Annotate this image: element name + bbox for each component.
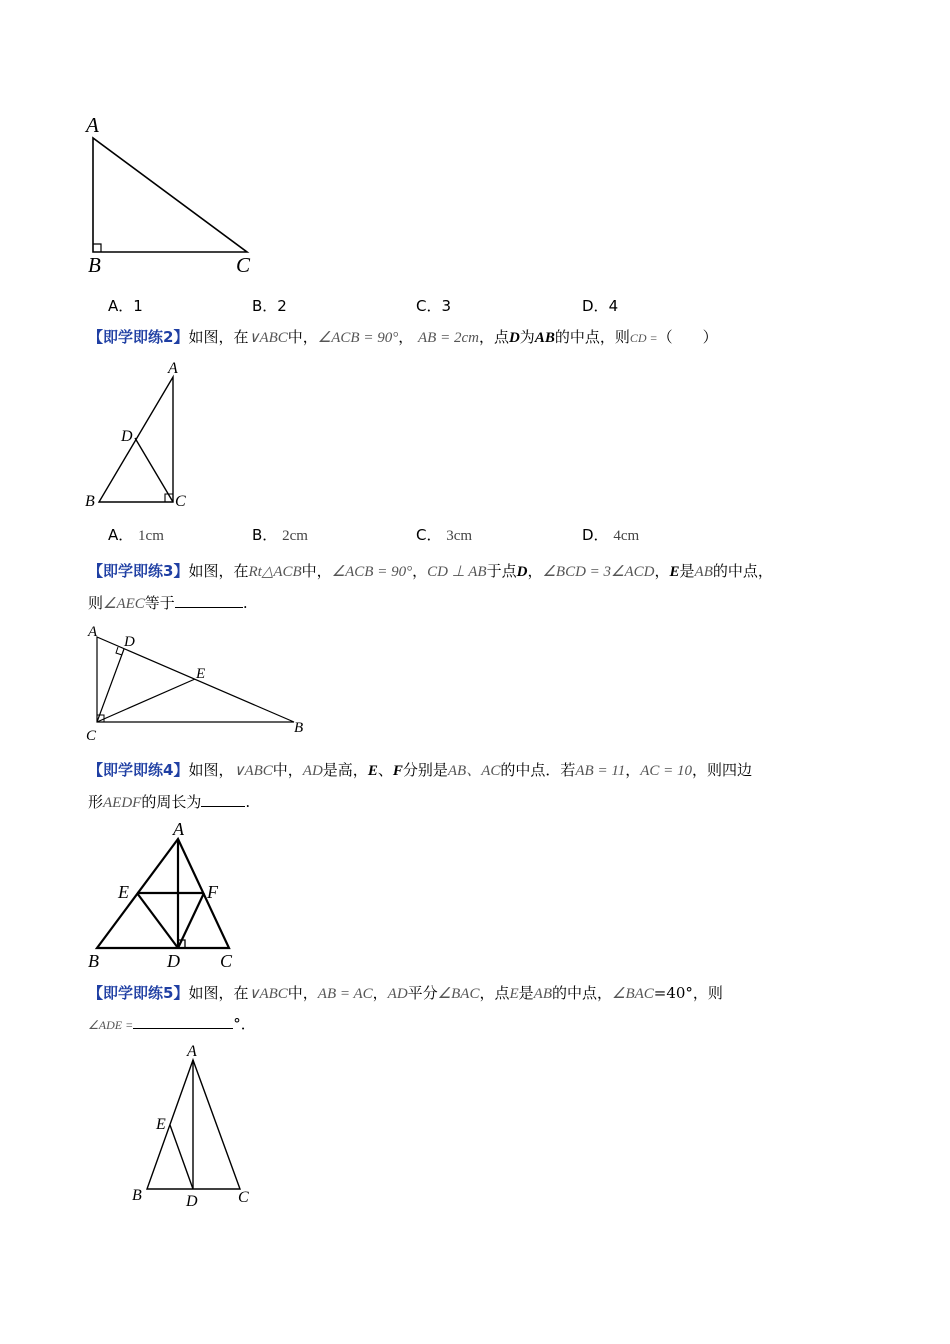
option-c[interactable]: C． 3cm xyxy=(416,526,473,544)
question-5-text-line2: ∠ADE = °． xyxy=(88,1015,256,1033)
figure-q2-triangle xyxy=(80,355,200,515)
label-b: B xyxy=(85,493,95,510)
label-b: B xyxy=(88,253,101,277)
option-a[interactable]: A． 1cm xyxy=(108,526,164,544)
answer-blank[interactable] xyxy=(201,792,245,807)
label-a: A xyxy=(187,1043,197,1060)
option-d[interactable]: D． 4cm xyxy=(582,526,640,544)
figure-q3-triangle xyxy=(80,620,320,750)
label-a: A xyxy=(173,819,184,839)
question-5-text: 【即学即练5】如图，在∨ABC中，AB = AC，AD平分∠BAC，点E是AB的中点，∠BAC=40°，则 xyxy=(88,984,723,1002)
question-4-text-line2: 形AEDF的周长为 . xyxy=(88,793,251,811)
label-e: E xyxy=(156,1116,166,1133)
label-d: D xyxy=(124,634,135,650)
label-b: B xyxy=(294,720,304,736)
label-d: D xyxy=(167,951,180,971)
label-c: C xyxy=(175,493,186,510)
option-b[interactable]: B．2 xyxy=(252,297,287,315)
figure-q5-triangle xyxy=(120,1040,270,1215)
option-d[interactable]: D．4 xyxy=(582,297,619,315)
label-d: D xyxy=(121,428,133,445)
label-c: C xyxy=(86,728,97,744)
answer-blank[interactable] xyxy=(175,593,243,608)
figure-right-triangle-abc xyxy=(80,112,270,282)
label-b: B xyxy=(132,1187,142,1204)
label-a: A xyxy=(88,624,98,640)
label-b: B xyxy=(88,951,99,971)
label-d: D xyxy=(186,1193,198,1210)
label-f: F xyxy=(207,882,218,902)
label-c: C xyxy=(238,1189,249,1206)
label-e: E xyxy=(118,882,129,902)
answer-blank[interactable] xyxy=(133,1014,233,1029)
label-e: E xyxy=(196,666,206,682)
label-c: C xyxy=(236,253,251,277)
question-4-text: 【即学即练4】如图，∨ABC中，AD是高，E、F分别是AB、AC的中点．若AB = 11，AC = 10，则四边 xyxy=(88,761,753,779)
question-2-text: 【即学即练2】如图，在∨ABC中，∠ACB = 90°， AB = 2cm，点D为AB的中点，则CD =（ ） xyxy=(88,328,718,346)
option-b[interactable]: B． 2cm xyxy=(252,526,308,544)
label-a: A xyxy=(86,113,99,137)
question-3-text-line2: 则∠AEC等于 . xyxy=(88,594,248,612)
label-c: C xyxy=(220,951,233,971)
label-a: A xyxy=(168,360,178,377)
option-c[interactable]: C．3 xyxy=(416,297,452,315)
option-a[interactable]: A．1 xyxy=(108,297,143,315)
figure-q4-triangle xyxy=(80,815,250,975)
question-3-text: 【即学即练3】如图，在Rt△ACB中，∠ACB = 90°，CD ⊥ AB于点D，∠BCD = 3∠ACD，E是AB的中点， xyxy=(88,562,773,580)
